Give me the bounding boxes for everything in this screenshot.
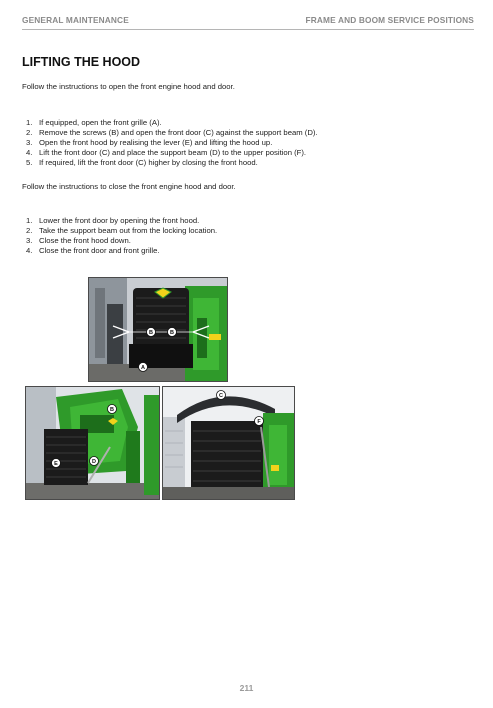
open-instructions-intro: Follow the instructions to open the front engine hood and door.: [22, 82, 235, 91]
callout-c: C: [219, 393, 223, 400]
page-number: 211: [239, 683, 254, 693]
list-item: 4. Lift the front door (C) and place the support beam (D) to the upper position (F).: [26, 148, 307, 158]
callout-e: E: [54, 461, 58, 468]
page-header: [22, 13, 474, 30]
list-item: 1. Lower the front door by opening the front hood.: [26, 216, 200, 225]
close-instructions-intro: Follow the instructions to close the front engine hood and door.: [22, 182, 236, 191]
page-title: LIFTING THE HOOD: [22, 55, 141, 69]
close-steps-list: [22, 216, 217, 256]
list-item: 5. If required, lift the front door (C) higher by closing the front hood.: [26, 158, 258, 168]
list-item: 3. Open the front hood by realising the lever (E) and lifting the hood up.: [26, 138, 273, 148]
list-item: 2. Take the support beam out from the locking location.: [26, 226, 218, 236]
list-item: 3. Close the front hood down.: [26, 236, 131, 246]
door-open-illustration: [26, 387, 159, 499]
list-item: 1. If equipped, open the front grille (A).: [26, 118, 162, 127]
callout-b: B: [149, 330, 153, 337]
open-steps-list: [22, 118, 318, 168]
header-section-left: GENERAL MAINTENANCE: [22, 15, 129, 25]
photo-front-grille: [88, 277, 228, 382]
machine-front-illustration: [89, 278, 227, 381]
photo-door-open: [25, 386, 160, 500]
callout-a: A: [141, 365, 145, 372]
list-item: 4. Close the front door and front grille.: [26, 246, 160, 256]
photo-engine-bay: [162, 386, 295, 500]
list-item: 2. Remove the screws (B) and open the front door (C) against the support beam (D).: [26, 128, 318, 138]
engine-bay-illustration: [163, 387, 294, 499]
callout-d: D: [92, 459, 96, 466]
callout-b: B: [170, 330, 174, 337]
callout-b: B: [110, 407, 114, 414]
callout-f: F: [257, 419, 261, 426]
header-section-right: FRAME AND BOOM SERVICE POSITIONS: [305, 15, 474, 25]
